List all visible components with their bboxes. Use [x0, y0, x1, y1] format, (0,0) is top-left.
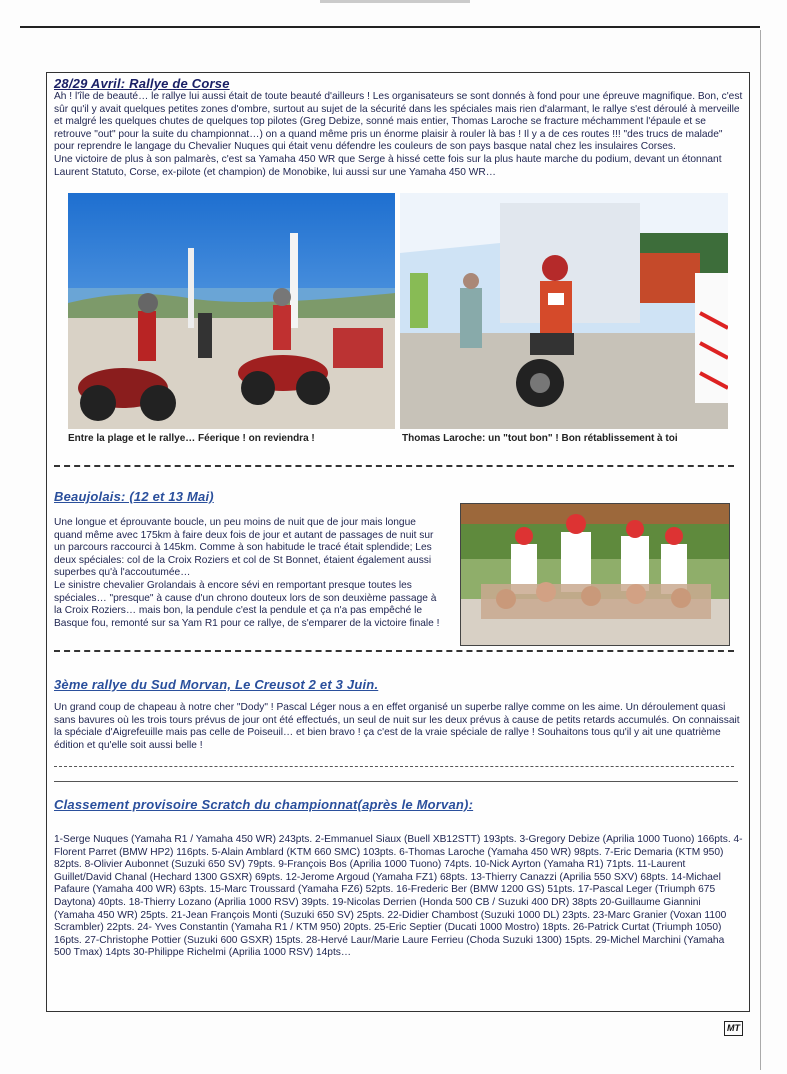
classement-text — [54, 834, 744, 960]
photo-corse-laroche — [400, 193, 728, 429]
caption-corse-left: Entre la plage et le rallye… Féerique ! on reviendra ! — [68, 433, 315, 444]
top-scan-mark — [320, 0, 470, 3]
corse-paragraph-2: Une victoire de plus à son palmarès, c'est sa Yamaha 450 WR que Serge à hissé cette fois sur la plus haute marche du podium, devant un étonnant Laurent Statuto, Corse, ex-pilote (et champion) de Monobike, lui aussi sur une Yamaha 450 WR… — [54, 153, 722, 178]
morvan-paragraph: Un grand coup de chapeau à notre cher "Dody" ! Pascal Léger nous a en effet organisé un superbe rallye comme on les aime. Un déroulement quasi sans bavures où les trois tours prévus de jour ont été effectués, un seul de nuit sur les deux prévus à cause de petits retards accumulés. On connaissait la spéciale d'Aigrefeuille mais pas celle de Poiseuil… et bien bravo ! ça c'est de la vraie spéciale de rallye ! Souhaitons tous qu'il y ait une quatrième édition et qu'elle soit aussi belle ! — [54, 702, 740, 751]
photo-corse-beach — [68, 193, 395, 429]
corse-paragraph-1: Ah ! l'île de beauté… le rallye lui aussi était de toute beauté d'ailleurs ! Les organisateurs se sont donnés à fond pour une épreuve magnifique. Bon, c'est sûr qu'il y avait quelques petites zones d'ombre, surtout au sujet de la sécurité dans les spéciales mais rien d'alarmant, le rallye s'est déroulé à merveille et malgré les quelques chutes de quelques top pilotes (Greg Debize, sonné mais entier, Thomas Laroche se fracture méchamment l'épaule et se retrouve "out" pour la suite du championnat…) on a quand même pris un énorme plaisir à rouler là bas ! Il y a de ces routes !!! "des trucs de malade" pour reprendre le langage du Chevalier Nuques qui était venu défendre les couleurs de son pays basque natal chez les insulaires Corses. — [54, 91, 743, 153]
beaujolais-paragraph-2: Le sinistre chevalier Grolandais à encore sévi en remportant presque toutes les spéciales… "presque" à cause d'un chrono douteux lors de son deuxième passage à la Croix Roziers… mais bon, la pendule c'est la pendule et ça n'a pas empêché le Basque fou, remonté sur sa Yam R1 pour ce rallye, de s'emparer de la victoire finale ! — [54, 579, 440, 629]
section-divider — [54, 766, 734, 767]
beaujolais-paragraph-1: Une longue et éprouvante boucle, un peu moins de nuit que de jour mais longue quand même avec 175km à faire deux fois de jour et autant de passages de nuit sur un parcours raccourci à 145km. Comme à son habitude le tracé était splendide; Les deux spéciales: col de la Croix Roziers et col de St Bonnet, étaient également aussi superbes qu'à l'accoutumée… — [54, 517, 434, 579]
beaujolais-text — [54, 517, 446, 630]
section-beaujolais — [54, 489, 444, 504]
morvan-text — [54, 702, 744, 752]
section-title-classement: Classement provisoire Scratch du championnat(après le Morvan): — [54, 797, 474, 812]
section-rule — [54, 781, 738, 782]
section-corse — [54, 76, 744, 179]
photo-beaujolais-group — [460, 503, 730, 646]
section-divider — [54, 465, 734, 467]
page-edge — [760, 30, 761, 1070]
section-title-morvan: 3ème rallye du Sud Morvan, Le Creusot 2 et 3 Juin. — [54, 677, 379, 692]
section-divider — [54, 650, 734, 652]
top-rule — [20, 26, 760, 28]
caption-corse-right: Thomas Laroche: un "tout bon" ! Bon rétablissement à toi — [402, 433, 678, 444]
section-title-beaujolais: Beaujolais: (12 et 13 Mai) — [54, 489, 214, 504]
section-morvan — [54, 677, 744, 692]
section-classement — [54, 797, 744, 812]
classement-paragraph: 1-Serge Nuques (Yamaha R1 / Yamaha 450 WR) 243pts. 2-Emmanuel Siaux (Buell XB12STT) 193pts. 3-Gregory Debize (Aprilia 1000 Tuono) 166pts. 4-Florent Parret (BMW HP2) 116pts. 5-Alain Amblard (KTM 660 SMC) 103pts. 6-Thomas Laroche (Yamaha 450 WR) 98pts. 7-Eric Demaria (KTM 950) 82pts. 8-Olivier Aubonnet (Suzuki 650 SV) 79pts. 9-François Bos (Aprilia 1000 Tuono) 74pts. 10-Nick Ayrton (Yamaha R1) 71pts. 11-Laurent Guillet/David Chanal (Hechard 1300 GSXR) 69pts. 12-Jerome Argoud (Yamaha FZ1) 68pts. 13-Thierry Canazzi (Aprilia 550 SXV) 68pts. 14-Michael Pafaure (Yamaha 400 WR) 63pts. 15-Marc Troussard (Yamaha FZ6) 52pts. 16-Frederic Ber (BMW 1200 GS) 51pts. 17-Pascal Leger (Triumph 675 Daytona) 40pts. 18-Thierry Lozano (Aprilia 1000 RSV) 39pts. 19-Nicolas Derrien (Honda 500 CB / Suzuki 400 DR) 38pts 20-Guillaume Giannini (Yamaha 450 WR) 25pts. 21-Jean François Monti (Suzuki 650 SV) 25pts. 22-Didier Chambost (Suzuki 1000 DL) 23pts. 23-Marc Granier (Voxan 1100 Scrambler) 22pts. 24- Yves Constantin (Yamaha R1 / KTM 950) 20pts. 25-Eric Septier (Ducati 1000 Mostro) 18pts. 26-Patrick Curtat (Triumph 1050) 16pts. 27-Christophe Pottier (Suzuki 600 GSXR) 15pts. 28-Hervé Laur/Marie Laure Ferrieu (Choda Suzuki 1300) 15pts. 29-Michel Marchini (Yamaha 500 Tmax) 14pts 30-Philippe Richelmi (Aprilia 1000 RSV) 14pts… — [54, 834, 743, 959]
section-title-corse: 28/29 Avril: Rallye de Corse — [54, 76, 230, 91]
mt-logo: MT — [724, 1021, 743, 1036]
